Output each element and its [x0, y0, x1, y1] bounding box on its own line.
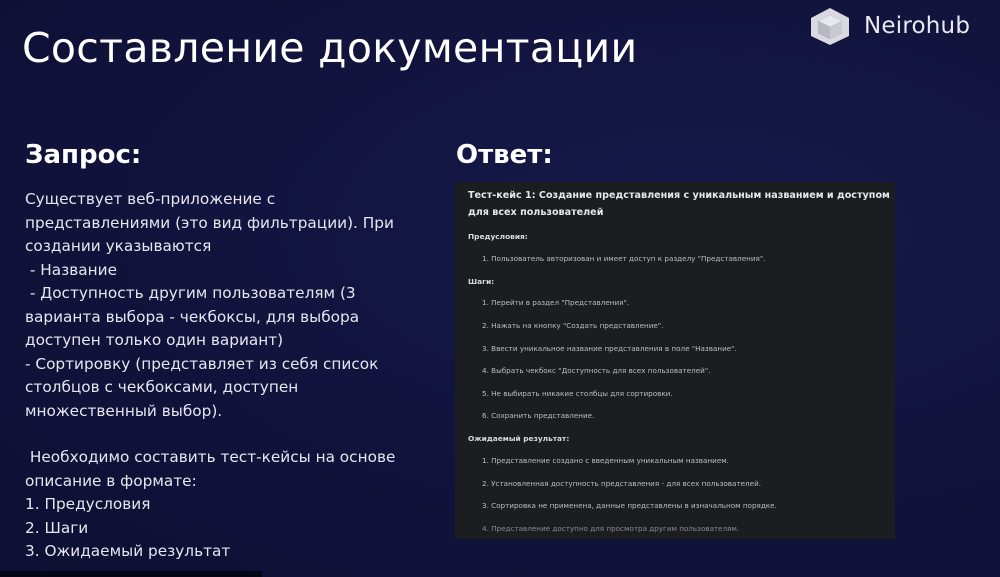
query-line: - Доступность другим пользователям (3 [25, 284, 356, 302]
expected-label: Ожидаемый результат: [468, 434, 570, 443]
steps-label: Шаги: [468, 277, 495, 286]
brand-name: Neirohub [864, 13, 971, 39]
query-line: множественный выбор). [25, 401, 223, 420]
expected-item: 1. Представление создано с введенным уникальным названием. [482, 456, 729, 465]
expected-item: 2. Установленная доступность представления - для всех пользователей. [482, 479, 762, 488]
video-progress-strip [0, 571, 262, 577]
step-item: 1. Перейти в раздел "Представления". [482, 298, 630, 307]
step-item: 4. Выбрать чекбокс "Доступность для всех пользователей". [482, 366, 711, 375]
step-item: 2. Нажать на кнопку "Создать представление". [482, 321, 664, 330]
cube-logo-icon [808, 6, 852, 46]
preconditions-label: Предусловия: [468, 232, 528, 241]
expected-item: 3. Сортировка не применена, данные представлены в изначальном порядке. [482, 501, 777, 510]
query-line: столбцов с чекбоксами, доступен [25, 378, 299, 396]
step-item: 6. Сохранить представление. [482, 411, 595, 420]
query-line: Существует веб-приложение с [25, 190, 276, 208]
brand-logo [808, 6, 970, 46]
precondition-item: 1. Пользователь авторизован и имеет доступ к разделу "Представления". [482, 254, 766, 263]
query-spacer [25, 423, 435, 446]
slide-title: Составление документации [22, 24, 638, 72]
query-line: доступен только один вариант) [25, 331, 284, 349]
query-line: представлениями (это вид фильтрации). При [25, 213, 394, 232]
query-line: 1. Предусловия [25, 495, 151, 513]
query-line: варианта выбора - чекбоксы, для выбора [25, 307, 360, 326]
query-line: создании указываются [25, 237, 212, 255]
query-line: 3. Ожидаемый результат [25, 542, 231, 560]
query-line: - Сортировку (представляет из себя список [25, 354, 379, 373]
step-item: 5. Не выбирать никакие столбцы для сортировки. [482, 389, 673, 398]
answer-heading: Ответ: [456, 140, 553, 170]
answer-panel [455, 182, 895, 539]
expected-item: 4. Представление доступно для просмотра другим пользователям. [482, 524, 740, 533]
query-line: 2. Шаги [25, 518, 89, 537]
test-case-title: Тест-кейс 1: Создание представления с уникальным названием и доступом для всех пользователей [468, 190, 890, 218]
query-line: Необходимо составить тест-кейсы на основе [25, 448, 396, 466]
query-line: описание в формате: [25, 471, 197, 490]
query-text [25, 188, 435, 564]
step-item: 3. Ввести уникальное название представления в поле "Название". [482, 344, 737, 353]
query-line: - Название [25, 260, 117, 279]
query-heading: Запрос: [25, 140, 142, 170]
